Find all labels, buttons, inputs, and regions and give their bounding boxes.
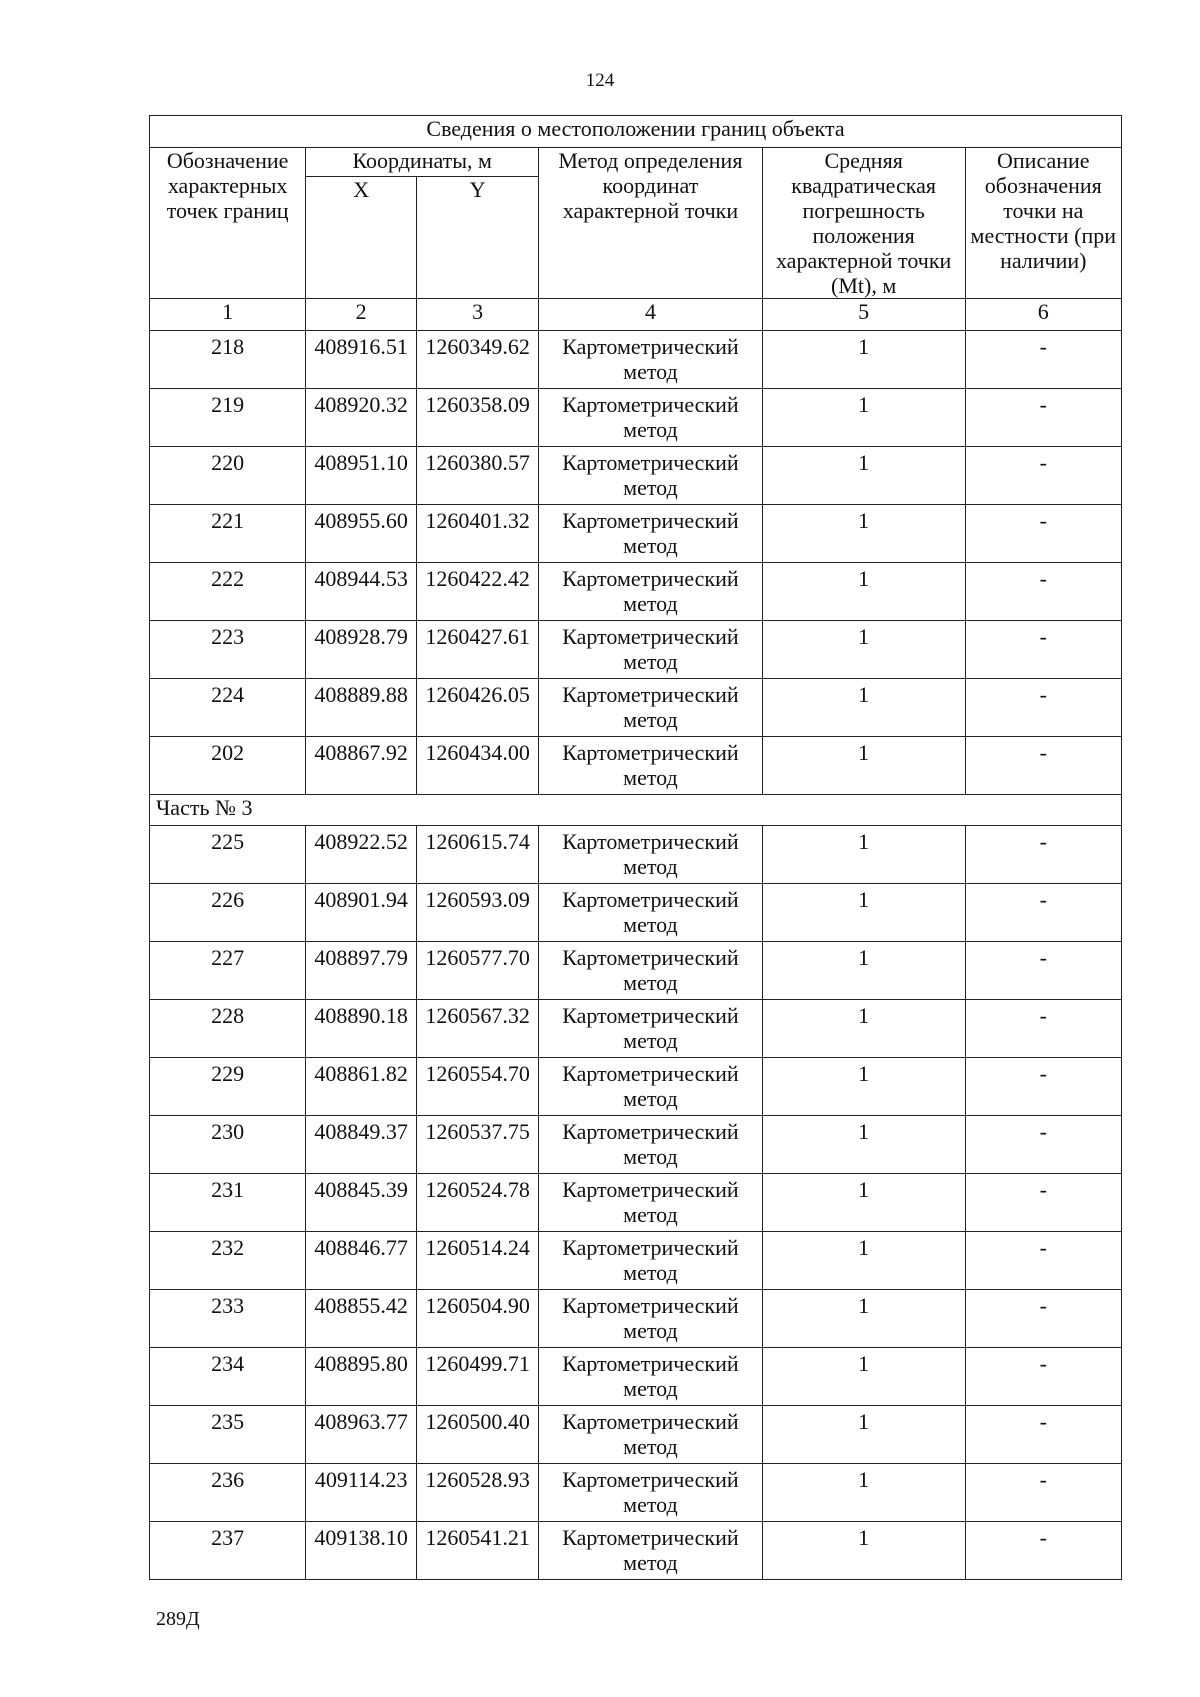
cell-point: 226 <box>150 884 306 942</box>
cell-error: 1 <box>762 1116 965 1174</box>
cell-y: 1260615.74 <box>417 826 539 884</box>
cell-x: 408963.77 <box>306 1406 417 1464</box>
cell-description: - <box>965 826 1121 884</box>
cell-error: 1 <box>762 621 965 679</box>
part3-rows <box>150 826 1122 1580</box>
cell-point: 218 <box>150 331 306 389</box>
cell-y: 1260541.21 <box>417 1522 539 1580</box>
cell-error: 1 <box>762 1464 965 1522</box>
table-row <box>150 1000 1122 1058</box>
cell-method: Картометрический метод <box>539 505 763 563</box>
cell-point: 228 <box>150 1000 306 1058</box>
footer-code: 289Д <box>156 1608 200 1630</box>
cell-y: 1260380.57 <box>417 447 539 505</box>
cell-y: 1260422.42 <box>417 563 539 621</box>
cell-error: 1 <box>762 1232 965 1290</box>
cell-y: 1260567.32 <box>417 1000 539 1058</box>
header-x: X <box>306 177 417 299</box>
cell-y: 1260577.70 <box>417 942 539 1000</box>
table-row <box>150 1290 1122 1348</box>
cell-point: 235 <box>150 1406 306 1464</box>
cell-x: 408920.32 <box>306 389 417 447</box>
table-row <box>150 1232 1122 1290</box>
cell-point: 225 <box>150 826 306 884</box>
table-row <box>150 389 1122 447</box>
cell-method: Картометрический метод <box>539 447 763 505</box>
cell-y: 1260504.90 <box>417 1290 539 1348</box>
cell-y: 1260500.40 <box>417 1406 539 1464</box>
cell-point: 220 <box>150 447 306 505</box>
table-row <box>150 1348 1122 1406</box>
cell-error: 1 <box>762 505 965 563</box>
column-number: 1 <box>150 299 306 331</box>
cell-point: 221 <box>150 505 306 563</box>
cell-method: Картометрический метод <box>539 621 763 679</box>
table-row <box>150 884 1122 942</box>
cell-description: - <box>965 389 1121 447</box>
cell-error: 1 <box>762 1290 965 1348</box>
boundary-coordinates-table <box>149 115 1122 1580</box>
cell-x: 408849.37 <box>306 1116 417 1174</box>
header-method: Метод определения координат характерной точки <box>539 148 763 299</box>
header-description: Описание обозначения точки на местности (при наличии) <box>965 148 1121 299</box>
cell-error: 1 <box>762 1058 965 1116</box>
cell-error: 1 <box>762 1000 965 1058</box>
column-number: 3 <box>417 299 539 331</box>
table-row <box>150 1058 1122 1116</box>
cell-x: 408846.77 <box>306 1232 417 1290</box>
cell-error: 1 <box>762 1522 965 1580</box>
cell-description: - <box>965 1464 1121 1522</box>
cell-y: 1260427.61 <box>417 621 539 679</box>
table-row <box>150 1406 1122 1464</box>
cell-error: 1 <box>762 331 965 389</box>
cell-description: - <box>965 1116 1121 1174</box>
cell-x: 408845.39 <box>306 1174 417 1232</box>
cell-method: Картометрический метод <box>539 1290 763 1348</box>
cell-description: - <box>965 1174 1121 1232</box>
table-row <box>150 505 1122 563</box>
column-number-row <box>150 299 1122 331</box>
cell-x: 408922.52 <box>306 826 417 884</box>
cell-point: 227 <box>150 942 306 1000</box>
cell-method: Картометрический метод <box>539 884 763 942</box>
column-number: 2 <box>306 299 417 331</box>
cell-point: 222 <box>150 563 306 621</box>
cell-y: 1260401.32 <box>417 505 539 563</box>
table-row <box>150 737 1122 795</box>
cell-description: - <box>965 621 1121 679</box>
cell-description: - <box>965 737 1121 795</box>
cell-y: 1260514.24 <box>417 1232 539 1290</box>
cell-method: Картометрический метод <box>539 1522 763 1580</box>
cell-point: 202 <box>150 737 306 795</box>
cell-error: 1 <box>762 679 965 737</box>
cell-y: 1260499.71 <box>417 1348 539 1406</box>
cell-y: 1260537.75 <box>417 1116 539 1174</box>
section-label: Часть № 3 <box>150 795 1122 826</box>
part2-rows <box>150 331 1122 795</box>
cell-description: - <box>965 1232 1121 1290</box>
cell-error: 1 <box>762 1174 965 1232</box>
cell-error: 1 <box>762 1348 965 1406</box>
cell-y: 1260524.78 <box>417 1174 539 1232</box>
cell-description: - <box>965 1522 1121 1580</box>
table-row <box>150 826 1122 884</box>
table-row <box>150 679 1122 737</box>
cell-method: Картометрический метод <box>539 1464 763 1522</box>
table-row <box>150 1464 1122 1522</box>
table-row <box>150 563 1122 621</box>
cell-x: 408889.88 <box>306 679 417 737</box>
header-error: Средняя квадратическая погрешность положения характерной точки (Mt), м <box>762 148 965 299</box>
cell-x: 408944.53 <box>306 563 417 621</box>
cell-y: 1260593.09 <box>417 884 539 942</box>
cell-y: 1260349.62 <box>417 331 539 389</box>
header-point: Обозначение характерных точек границ <box>150 148 306 299</box>
cell-error: 1 <box>762 1406 965 1464</box>
cell-description: - <box>965 331 1121 389</box>
cell-description: - <box>965 1406 1121 1464</box>
column-number: 4 <box>539 299 763 331</box>
cell-description: - <box>965 1058 1121 1116</box>
cell-method: Картометрический метод <box>539 942 763 1000</box>
cell-description: - <box>965 1000 1121 1058</box>
cell-method: Картометрический метод <box>539 1058 763 1116</box>
cell-x: 408855.42 <box>306 1290 417 1348</box>
cell-point: 229 <box>150 1058 306 1116</box>
cell-description: - <box>965 1348 1121 1406</box>
cell-method: Картометрический метод <box>539 331 763 389</box>
cell-x: 408867.92 <box>306 737 417 795</box>
cell-method: Картометрический метод <box>539 1116 763 1174</box>
cell-y: 1260358.09 <box>417 389 539 447</box>
header-y: Y <box>417 177 539 299</box>
cell-error: 1 <box>762 563 965 621</box>
cell-method: Картометрический метод <box>539 826 763 884</box>
table-row <box>150 1116 1122 1174</box>
table-row <box>150 447 1122 505</box>
cell-method: Картометрический метод <box>539 679 763 737</box>
cell-point: 237 <box>150 1522 306 1580</box>
page-number: 124 <box>585 70 615 91</box>
cell-x: 408916.51 <box>306 331 417 389</box>
cell-point: 219 <box>150 389 306 447</box>
cell-description: - <box>965 1290 1121 1348</box>
table-title: Сведения о местоположении границ объекта <box>150 116 1122 148</box>
table-row <box>150 942 1122 1000</box>
cell-x: 408955.60 <box>306 505 417 563</box>
cell-error: 1 <box>762 737 965 795</box>
cell-y: 1260528.93 <box>417 1464 539 1522</box>
cell-point: 230 <box>150 1116 306 1174</box>
cell-method: Картометрический метод <box>539 1232 763 1290</box>
table-row <box>150 331 1122 389</box>
cell-point: 224 <box>150 679 306 737</box>
cell-method: Картометрический метод <box>539 1348 763 1406</box>
cell-y: 1260434.00 <box>417 737 539 795</box>
cell-error: 1 <box>762 942 965 1000</box>
cell-x: 408928.79 <box>306 621 417 679</box>
cell-x: 408890.18 <box>306 1000 417 1058</box>
column-number: 5 <box>762 299 965 331</box>
cell-method: Картометрический метод <box>539 737 763 795</box>
cell-x: 408861.82 <box>306 1058 417 1116</box>
cell-description: - <box>965 942 1121 1000</box>
cell-description: - <box>965 563 1121 621</box>
table-row <box>150 1174 1122 1232</box>
cell-method: Картометрический метод <box>539 563 763 621</box>
cell-error: 1 <box>762 884 965 942</box>
cell-point: 223 <box>150 621 306 679</box>
cell-point: 231 <box>150 1174 306 1232</box>
cell-method: Картометрический метод <box>539 1406 763 1464</box>
cell-point: 233 <box>150 1290 306 1348</box>
cell-description: - <box>965 884 1121 942</box>
table-row <box>150 621 1122 679</box>
cell-point: 236 <box>150 1464 306 1522</box>
cell-method: Картометрический метод <box>539 1000 763 1058</box>
cell-method: Картометрический метод <box>539 389 763 447</box>
cell-x: 408895.80 <box>306 1348 417 1406</box>
header-coordinates: Координаты, м <box>306 148 539 177</box>
cell-y: 1260426.05 <box>417 679 539 737</box>
cell-x: 408897.79 <box>306 942 417 1000</box>
column-number: 6 <box>965 299 1121 331</box>
cell-x: 408901.94 <box>306 884 417 942</box>
cell-description: - <box>965 505 1121 563</box>
cell-point: 232 <box>150 1232 306 1290</box>
cell-point: 234 <box>150 1348 306 1406</box>
table-row <box>150 1522 1122 1580</box>
cell-description: - <box>965 447 1121 505</box>
cell-error: 1 <box>762 389 965 447</box>
cell-description: - <box>965 679 1121 737</box>
cell-x: 409138.10 <box>306 1522 417 1580</box>
cell-x: 409114.23 <box>306 1464 417 1522</box>
cell-x: 408951.10 <box>306 447 417 505</box>
section-header <box>150 795 1122 826</box>
cell-y: 1260554.70 <box>417 1058 539 1116</box>
cell-method: Картометрический метод <box>539 1174 763 1232</box>
cell-error: 1 <box>762 826 965 884</box>
cell-error: 1 <box>762 447 965 505</box>
